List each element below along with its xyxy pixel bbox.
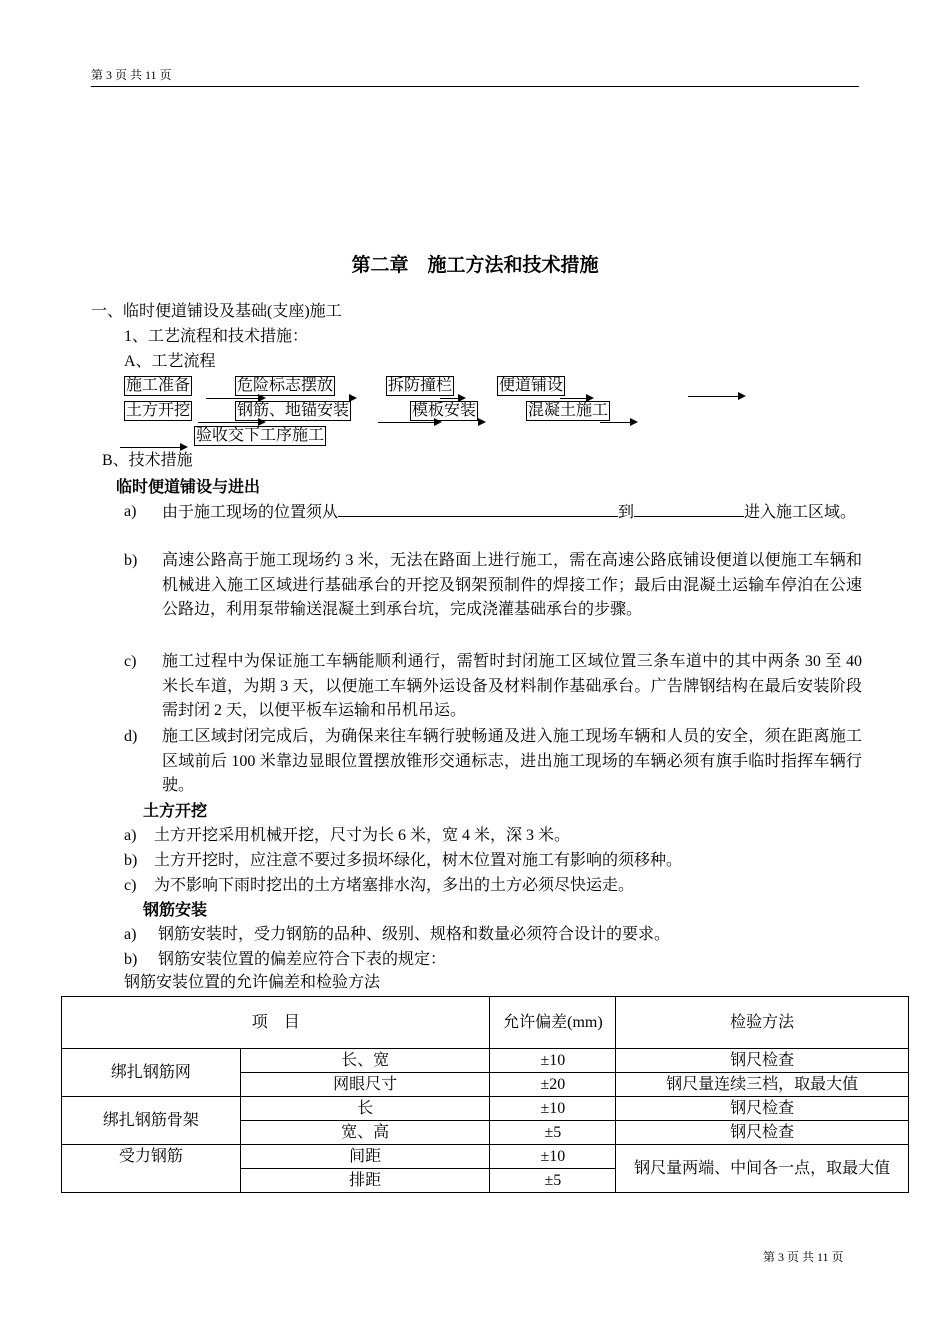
cell-method: 钢尺检查 <box>616 1121 909 1145</box>
blank-line <box>338 500 618 517</box>
blank-line <box>634 500 744 517</box>
header-rule <box>91 86 859 87</box>
item-label: b) <box>124 852 138 869</box>
page-header: 第 3 页 共 11 页 <box>91 68 172 82</box>
cell-tol: ±20 <box>490 1073 616 1097</box>
item-label: a) <box>124 926 137 943</box>
item-text: 钢筋安装位置的偏差应符合下表的规定： <box>158 951 447 968</box>
table-row <box>62 1097 909 1121</box>
group-name: 绑扎钢筋网 <box>62 1049 241 1097</box>
tolerance-table <box>61 996 909 1193</box>
rebar-heading: 钢筋安装 <box>143 900 208 919</box>
section-heading: 一、临时便道铺设及基础(支座)施工 <box>91 303 342 320</box>
technical-measures-heading: B、技术措施 <box>102 452 193 469</box>
cell-sub: 排距 <box>240 1169 490 1193</box>
cell-tol: ±10 <box>490 1097 616 1121</box>
cell-method: 钢尺检查 <box>616 1049 909 1073</box>
earthwork-heading: 土方开挖 <box>143 801 208 820</box>
cell-sub: 宽、高 <box>240 1121 490 1145</box>
item-label: b) <box>124 552 138 569</box>
cell-sub: 长、宽 <box>240 1049 490 1073</box>
flow-arrow <box>378 422 440 423</box>
cell-method: 钢尺量连续三档，取最大值 <box>616 1073 909 1097</box>
item-label: d) <box>124 728 138 745</box>
table-row <box>62 1145 909 1169</box>
item-text <box>162 500 862 526</box>
road-heading: 临时便道铺设与进出 <box>116 477 261 496</box>
flow-step: 验收交下工序施工 <box>194 426 326 446</box>
cell-tol: ±10 <box>490 1049 616 1073</box>
cell-method: 钢尺量两端、中间各一点，取最大值 <box>616 1145 909 1193</box>
item-text: 土方开挖时，应注意不要过多损坏绿化，树木位置对施工有影响的须移种。 <box>154 852 683 869</box>
table-caption: 钢筋安装位置的允许偏差和检验方法 <box>124 974 381 991</box>
cell-tol: ±5 <box>490 1121 616 1145</box>
item-label: b) <box>124 951 138 968</box>
header-tolerance: 允许偏差(mm) <box>490 997 616 1049</box>
item-label: a) <box>124 503 137 520</box>
flow-arrow <box>560 398 592 399</box>
cell-sub: 网眼尺寸 <box>240 1073 490 1097</box>
item-label: a) <box>124 827 137 844</box>
flow-arrow <box>688 396 744 397</box>
group-name: 绑扎钢筋骨架 <box>62 1097 241 1145</box>
item-label: c) <box>124 877 137 894</box>
item-text: 施工过程中为保证施工车辆能顺利通行，需暂时封闭施工区域位置三条车道中的其中两条 30 至 40 米长车道，为期 3 天，以便施工车辆外运设备及材料制作基础承台。广告牌钢结构在最后安装阶段需封闭 2 天，以便平板车运输和吊机吊运。 <box>162 653 862 719</box>
item-text: 钢筋安装时，受力钢筋的品种、级别、规格和数量必须符合设计的要求。 <box>158 926 671 943</box>
flow-arrow <box>120 447 186 448</box>
cell-tol: ±5 <box>490 1169 616 1193</box>
cell-method: 钢尺检查 <box>616 1097 909 1121</box>
flow-arrow <box>600 422 636 423</box>
flow-step: 拆防撞栏 <box>386 376 454 396</box>
table-header-row <box>62 997 909 1049</box>
text-part: 由于施工现场的位置须从 <box>162 504 339 521</box>
text-part: 进入施工区域。 <box>744 504 857 521</box>
flow-arrow <box>198 422 264 423</box>
flow-step: 施工准备 <box>124 376 192 396</box>
flow-step: 模板安装 <box>410 401 478 421</box>
header-method: 检验方法 <box>616 997 909 1049</box>
item-text: 施工区域封闭完成后，为确保来往车辆行驶畅通及进入施工现场车辆和人员的安全，须在距离施工区域前后 100 米靠边显眼位置摆放锥形交通标志，进出施工现场的车辆必须有旗手临时指挥车辆行驶。 <box>162 728 862 794</box>
group-name: 受力钢筋 <box>62 1145 241 1193</box>
header-item: 项 目 <box>62 997 490 1049</box>
cell-tol: ±10 <box>490 1145 616 1169</box>
flow-step: 钢筋、地锚安装 <box>235 401 351 421</box>
flow-step: 危险标志摆放 <box>235 376 335 396</box>
cell-sub: 间距 <box>240 1145 490 1169</box>
flow-step: 土方开挖 <box>124 401 192 421</box>
process-flow-heading: A、工艺流程 <box>124 353 216 370</box>
flow-step: 便道铺设 <box>497 376 565 396</box>
chapter-title: 第二章 施工方法和技术措施 <box>351 254 599 276</box>
cell-sub: 长 <box>240 1097 490 1121</box>
table-row <box>62 1049 909 1073</box>
item-text: 土方开挖采用机械开挖，尺寸为长 6 米，宽 4 米，深 3 米。 <box>154 827 571 844</box>
flow-arrow <box>206 398 264 399</box>
item-text: 为不影响下雨时挖出的土方堵塞排水沟，多出的土方必须尽快运走。 <box>154 877 635 894</box>
subsection-heading: 1、工艺流程和技术措施： <box>124 328 309 345</box>
text-part: 到 <box>618 504 635 521</box>
item-label: c) <box>124 653 137 670</box>
flow-arrow <box>440 398 464 399</box>
page-footer: 第 3 页 共 11 页 <box>763 1250 844 1264</box>
item-text: 高速公路高于施工现场约 3 米，无法在路面上进行施工，需在高速公路底铺设便道以便施工车辆和机械进入施工区域进行基础承台的开挖及钢架预制件的焊接工作；最后由混凝土运输车停泊在公速公路边，利用泵带输送混凝土到承台坑，完成浇灌基础承台的步骤。 <box>162 552 862 618</box>
flow-step: 混凝土施工 <box>526 401 610 421</box>
